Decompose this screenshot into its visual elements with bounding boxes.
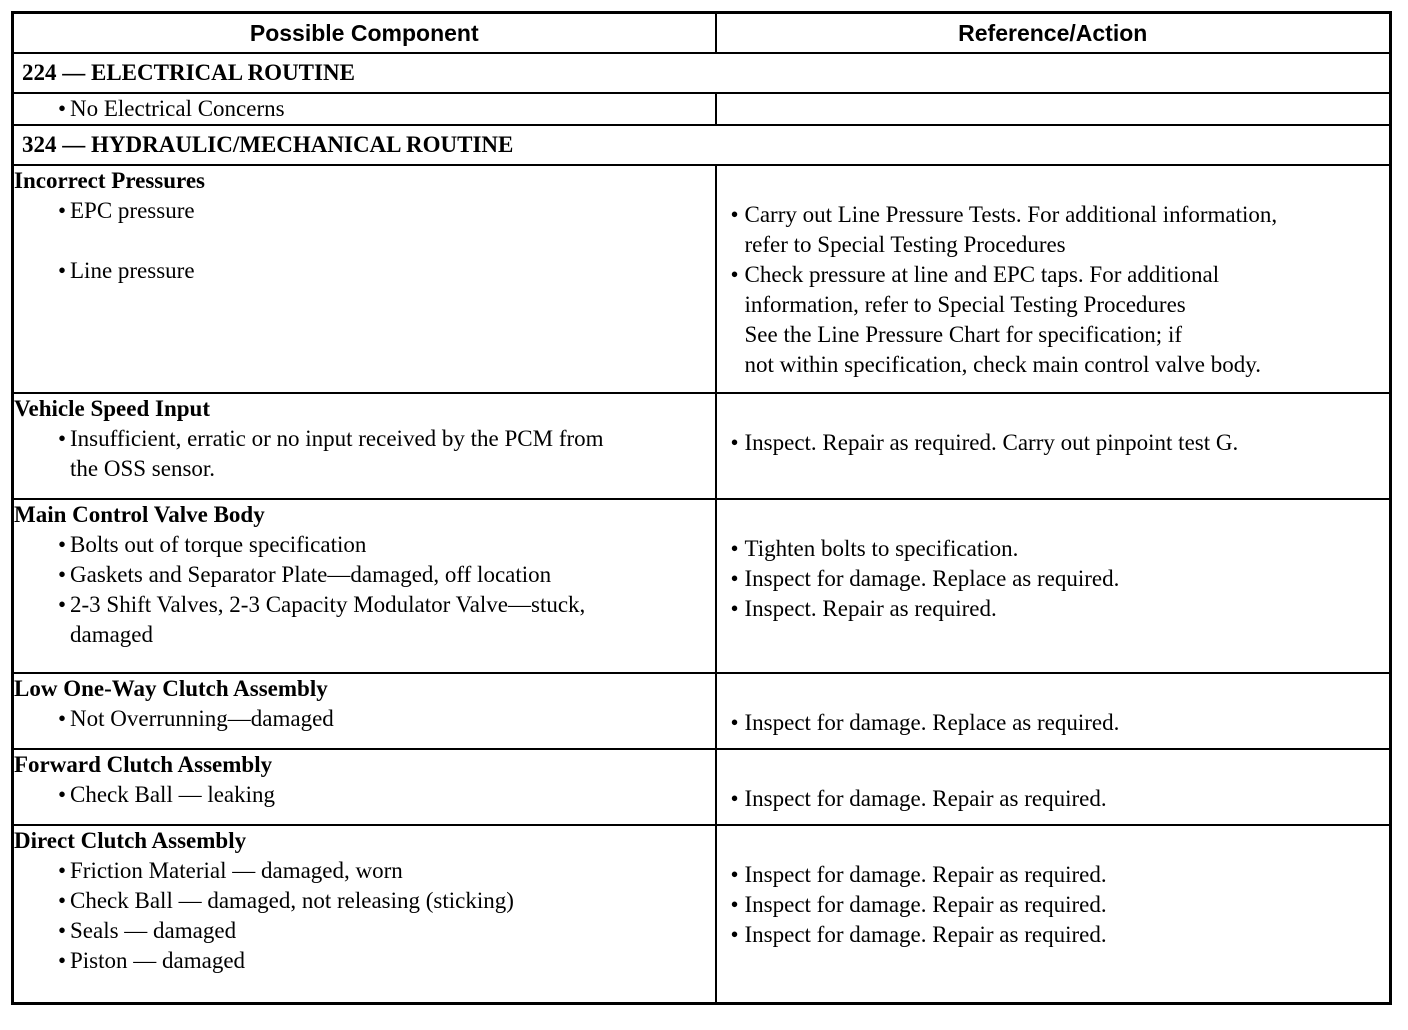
list-item: • Friction Material — damaged, worn — [14, 856, 715, 886]
list-item: • Check Ball — leaking — [14, 780, 715, 810]
list-item — [14, 424, 715, 484]
routine-324-title: 324 — HYDRAULIC/MECHANICAL ROUTINE — [13, 125, 1391, 165]
group-title: Incorrect Pressures — [14, 168, 205, 193]
list-item: • Gaskets and Separator Plate—damaged, off location — [14, 560, 715, 590]
table-row — [13, 499, 1391, 673]
group-title: Forward Clutch Assembly — [14, 752, 273, 777]
list-item: • Bolts out of torque specification — [14, 530, 715, 560]
list-item-line: the OSS sensor. — [70, 456, 216, 481]
list-item — [14, 590, 715, 650]
header-reference-action: Reference/Action — [716, 13, 1391, 54]
action-item — [717, 200, 1390, 260]
list-item: • Check Ball — damaged, not releasing (sticking) — [14, 886, 715, 916]
list-item: • Piston — damaged — [14, 946, 715, 976]
table-row — [13, 825, 1391, 1003]
action-note-line: See the Line Pressure Chart for specification; if — [744, 322, 1182, 347]
table-row — [13, 93, 1391, 125]
action-line: information, refer to Special Testing Procedures — [744, 292, 1186, 317]
action-line: refer to Special Testing Procedures — [744, 232, 1066, 257]
action-item: • Inspect. Repair as required. Carry out pinpoint test G. — [717, 428, 1390, 458]
group-title: Vehicle Speed Input — [14, 396, 210, 421]
action-item: • Inspect for damage. Replace as required. — [717, 564, 1390, 594]
action-item — [717, 260, 1390, 320]
table-row — [13, 749, 1391, 825]
list-item: • Line pressure — [14, 256, 715, 286]
routine-224-title: 224 — ELECTRICAL ROUTINE — [13, 53, 1391, 93]
table-row — [13, 673, 1391, 749]
list-item-line: damaged — [70, 622, 154, 647]
list-item: • EPC pressure — [14, 196, 715, 226]
action-line: • Check pressure at line and EPC taps. For additional — [744, 262, 1220, 287]
action-item: • Inspect for damage. Repair as required. — [717, 784, 1390, 814]
group-title: Direct Clutch Assembly — [14, 828, 247, 853]
list-item: • Seals — damaged — [14, 916, 715, 946]
action-line: • Carry out Line Pressure Tests. For additional information, — [744, 202, 1278, 227]
list-item: • No Electrical Concerns — [14, 94, 715, 124]
group-title: Main Control Valve Body — [14, 502, 265, 527]
action-item: • Inspect. Repair as required. — [717, 594, 1390, 624]
diagnosis-table — [11, 11, 1392, 1005]
action-item: • Inspect for damage. Repair as required. — [717, 920, 1390, 950]
routine-324-row — [13, 125, 1391, 165]
group-title: Low One-Way Clutch Assembly — [14, 676, 328, 701]
action-item: • Inspect for damage. Repair as required. — [717, 890, 1390, 920]
action-item: • Tighten bolts to specification. — [717, 534, 1390, 564]
table-row — [13, 393, 1391, 499]
routine-224-row — [13, 53, 1391, 93]
table-header-row — [13, 13, 1391, 54]
list-item-line: • Insufficient, erratic or no input received by the PCM from — [70, 426, 604, 451]
action-note-line: not within specification, check main control valve body. — [744, 352, 1262, 377]
list-item: • Not Overrunning—damaged — [14, 704, 715, 734]
action-item: • Inspect for damage. Repair as required. — [717, 860, 1390, 890]
header-possible-component: Possible Component — [13, 13, 716, 54]
table-row — [13, 165, 1391, 393]
list-item-line: • 2-3 Shift Valves, 2-3 Capacity Modulator Valve—stuck, — [70, 592, 586, 617]
action-item: • Inspect for damage. Replace as required. — [717, 708, 1390, 738]
